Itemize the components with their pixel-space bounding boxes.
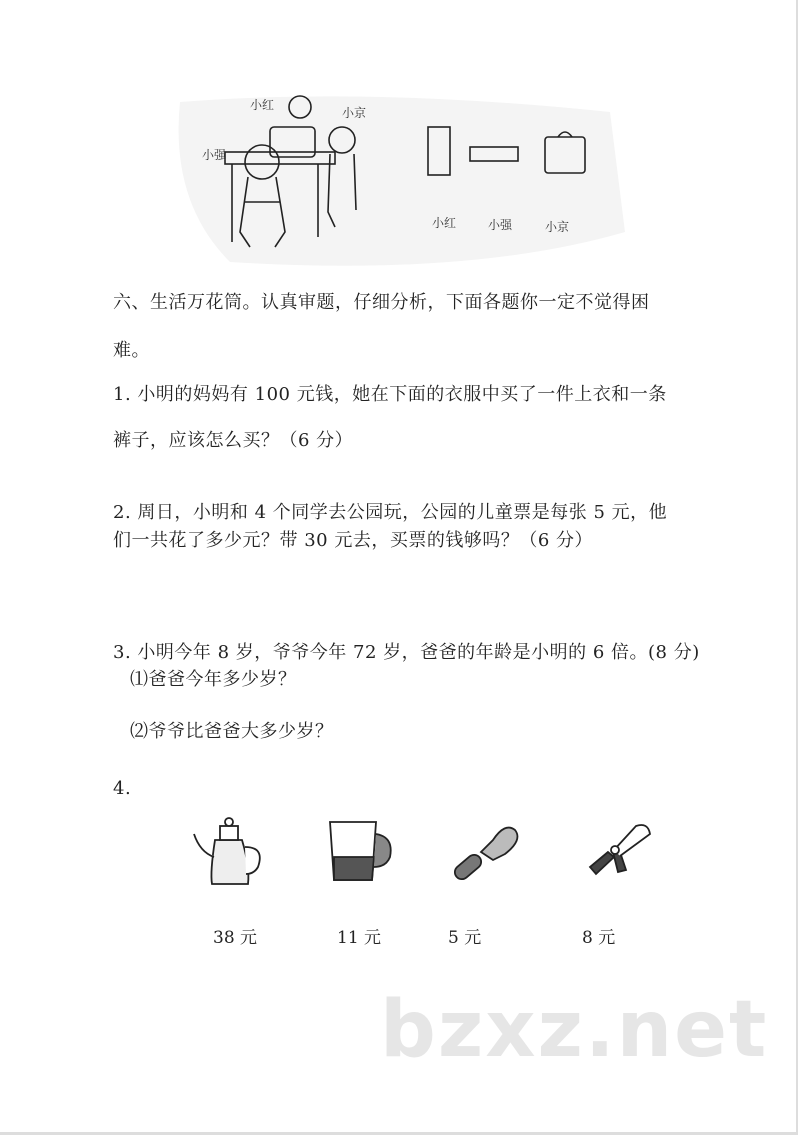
scene-label-xiaoqiang: 小强 [202, 148, 227, 162]
price-cup: 11 元 [337, 928, 382, 948]
pliers-image [578, 812, 668, 892]
section-heading: 六、生活万花筒。认真审题，仔细分析，下面各题你一定不觉得困 [113, 292, 650, 313]
section-heading-cont: 难。 [113, 340, 150, 361]
scene-label-xiaohong: 小红 [250, 98, 275, 112]
question-2: 2. 周日，小明和 4 个同学去公园玩，公园的儿童票是每张 5 元，他 [113, 502, 668, 523]
watermark: bzxz.net [380, 985, 769, 1075]
price-teapot: 38 元 [213, 928, 258, 948]
price-pliers: 8 元 [582, 928, 616, 948]
question-4: 4. [113, 778, 132, 799]
price-trowel: 5 元 [448, 928, 482, 948]
cup-image [322, 812, 412, 892]
question-2-cont: 们一共花了多少元？带 30 元去，买票的钱够吗？（6 分） [113, 530, 594, 551]
scene-label-xiaojing: 小京 [342, 106, 367, 120]
question-3: 3. 小明今年 8 岁，爷爷今年 72 岁，爸爸的年龄是小明的 6 倍。(8 分) [113, 642, 700, 663]
bag-label-xiaoqiang: 小强 [488, 218, 513, 232]
question-1-cont: 裤子，应该怎么买？（6 分） [113, 430, 354, 451]
question-3-part-1: ⑴爸爸今年多少岁？ [130, 669, 297, 690]
bag-label-xiaohong: 小红 [432, 216, 457, 230]
children-table-illustration [170, 82, 630, 272]
trowel-image [445, 812, 535, 892]
bags-illustration [170, 82, 630, 272]
question-1: 1. 小明的妈妈有 100 元钱，她在下面的衣服中买了一件上衣和一条 [113, 384, 667, 405]
teapot-image [190, 812, 280, 892]
question-3-part-2: ⑵爷爷比爸爸大多少岁？ [130, 721, 334, 742]
bag-label-xiaojing: 小京 [545, 220, 570, 234]
